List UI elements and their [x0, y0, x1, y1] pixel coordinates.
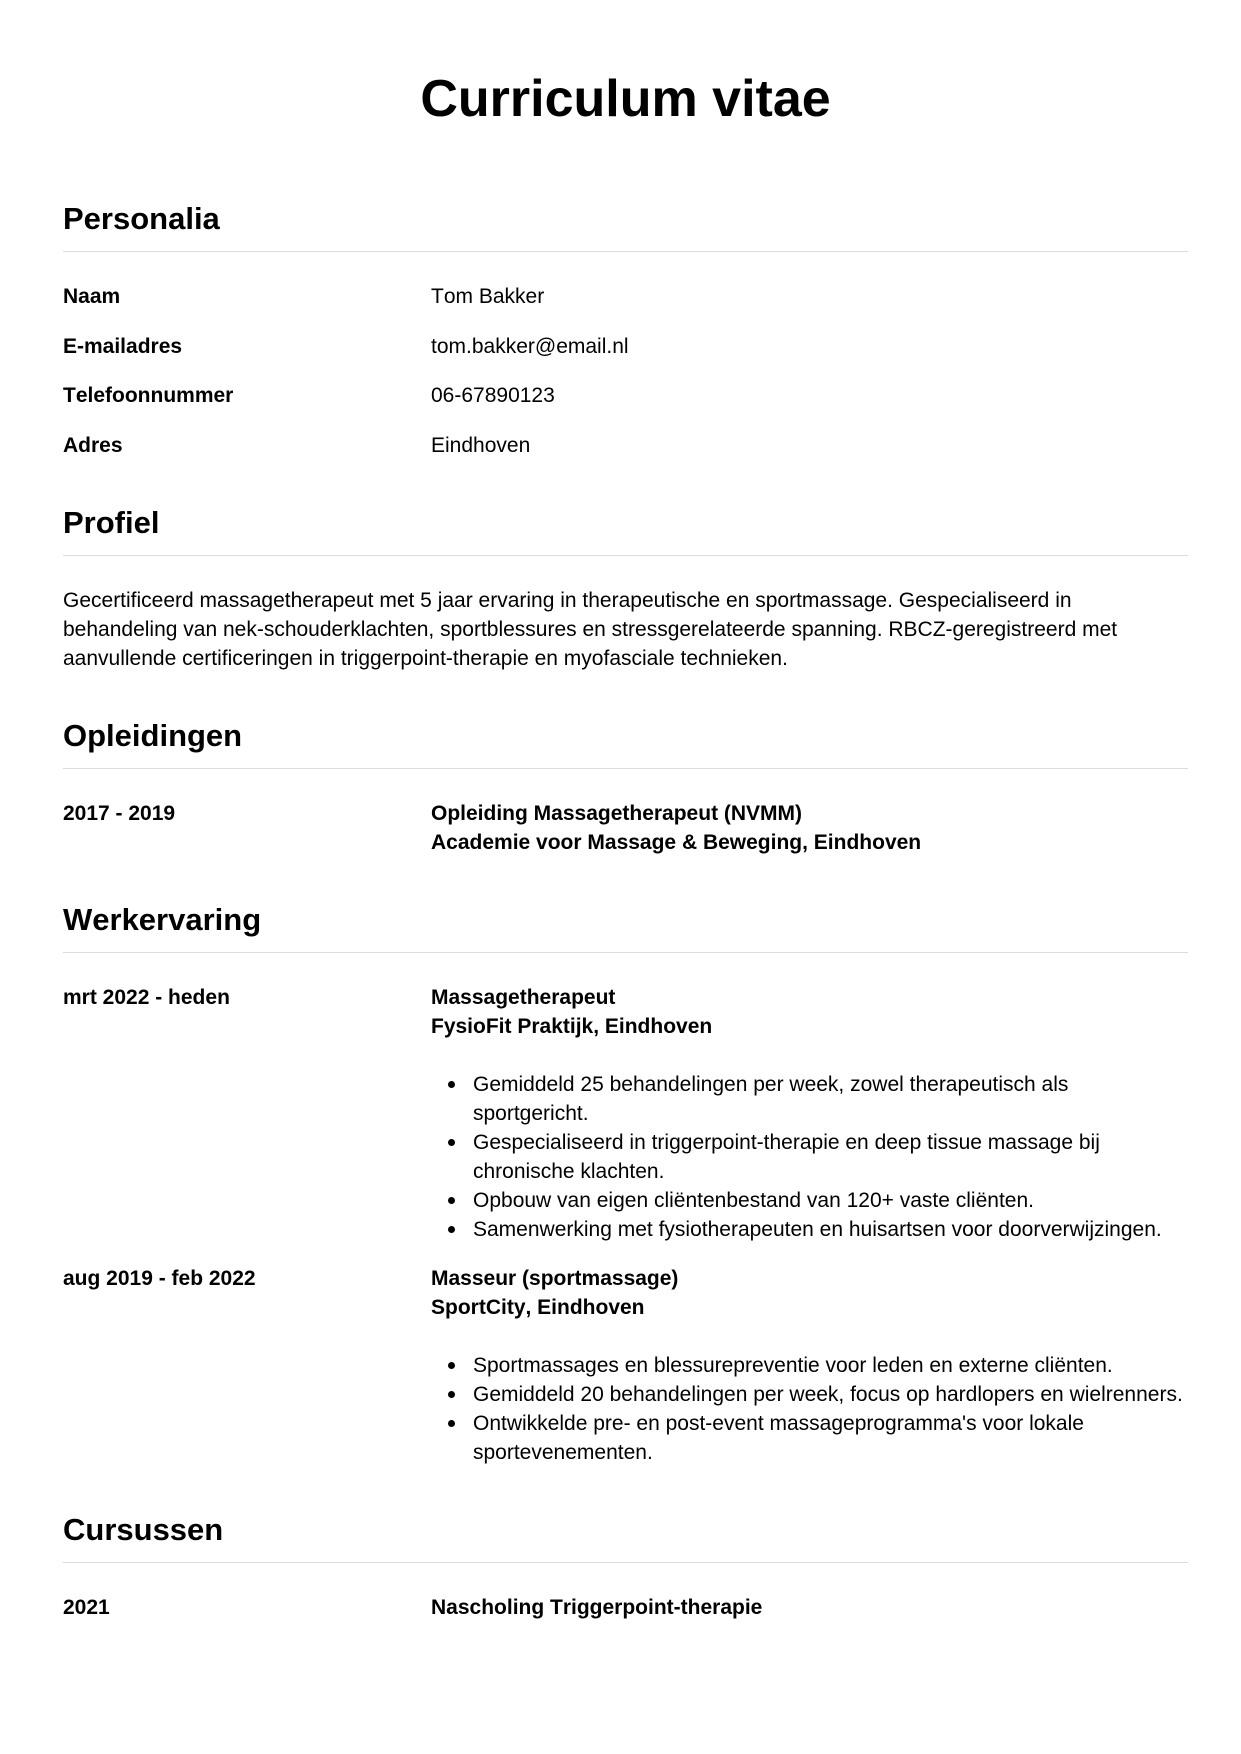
job-details	[431, 983, 1188, 1244]
section-heading-cursussen: Cursussen	[63, 1511, 1188, 1563]
job-entry	[63, 1264, 1188, 1467]
job-bullet: Opbouw van eigen cliëntenbestand van 120+ vaste cliënten.	[473, 1186, 1186, 1215]
job-company: SportCity, Eindhoven	[431, 1296, 645, 1319]
section-heading-werkervaring: Werkervaring	[63, 901, 1188, 953]
section-personalia	[63, 200, 1188, 460]
education-title: Opleiding Massagetherapeut (NVMM)	[431, 801, 803, 825]
section-heading-personalia: Personalia	[63, 200, 1188, 252]
job-title: Masseur (sportmassage)	[431, 1267, 679, 1290]
job-entry	[63, 983, 1188, 1244]
cv-page	[63, 0, 1188, 1622]
cursussen-body	[63, 1563, 1188, 1622]
section-profiel	[63, 504, 1188, 673]
field-value: 06-67890123	[431, 384, 555, 407]
opleidingen-body	[63, 769, 1188, 857]
job-bullet: Sportmassages en blessurepreventie voor leden en externe cliënten.	[473, 1351, 1186, 1380]
field-label: E-mailadres	[63, 334, 183, 358]
job-bullet: Ontwikkelde pre- en post-event massageprogramma's voor lokale sportevenementen.	[473, 1409, 1186, 1467]
page-title: Curriculum vitae	[420, 70, 831, 128]
course-period: 2021	[63, 1596, 110, 1619]
job-bullet-list	[431, 1351, 1186, 1467]
personalia-row-email	[63, 332, 1188, 361]
job-bullet: Samenwerking met fysiotherapeuten en huisartsen voor doorverwijzingen.	[473, 1215, 1186, 1244]
section-heading-opleidingen: Opleidingen	[63, 717, 1188, 769]
section-opleidingen	[63, 717, 1188, 857]
field-value: Eindhoven	[431, 433, 531, 457]
job-details	[431, 1264, 1188, 1467]
job-period: mrt 2022 - heden	[63, 985, 230, 1009]
course-entry	[63, 1593, 1188, 1622]
education-period: 2017 - 2019	[63, 801, 176, 825]
field-label: Naam	[63, 285, 121, 308]
job-company: FysioFit Praktijk, Eindhoven	[431, 1014, 713, 1038]
section-werkervaring	[63, 901, 1188, 1468]
job-bullet: Gespecialiseerd in triggerpoint-therapie en deep tissue massage bij chronische klachten.	[473, 1128, 1186, 1186]
job-bullet: Gemiddeld 25 behandelingen per week, zowel therapeutisch als sportgericht.	[473, 1070, 1186, 1128]
werkervaring-body	[63, 953, 1188, 1468]
personalia-body	[63, 252, 1188, 460]
education-details	[431, 799, 1188, 857]
section-cursussen	[63, 1511, 1188, 1622]
course-details	[431, 1593, 1188, 1622]
education-entry	[63, 799, 1188, 857]
profile-summary: Gecertificeerd massagetherapeut met 5 jaar ervaring in therapeutische en sportmassage. Gespecialiseerd in behandeling van nek-schouderklachten, sportblessures en stressgerelateerde spanning. RBCZ-geregistreerd met aanvullende certificeringen in triggerpoint-therapie en myofasciale technieken.	[63, 588, 1118, 670]
personalia-row-naam	[63, 282, 1188, 311]
field-label: Telefoonnummer	[63, 384, 234, 407]
field-value: tom.bakker@email.nl	[431, 334, 629, 358]
job-bullet-list	[431, 1070, 1186, 1244]
section-heading-profiel: Profiel	[63, 504, 1188, 556]
personalia-row-telefoon	[63, 381, 1188, 410]
field-label: Adres	[63, 433, 123, 457]
job-period: aug 2019 - feb 2022	[63, 1267, 256, 1290]
profiel-body	[63, 556, 1188, 673]
job-title: Massagetherapeut	[431, 985, 616, 1009]
course-title: Nascholing Triggerpoint-therapie	[431, 1596, 763, 1619]
job-bullet: Gemiddeld 20 behandelingen per week, focus op hardlopers en wielrenners.	[473, 1380, 1186, 1409]
field-value: Tom Bakker	[431, 285, 545, 308]
education-institution: Academie voor Massage & Beweging, Eindhoven	[431, 830, 922, 854]
personalia-row-adres	[63, 431, 1188, 460]
